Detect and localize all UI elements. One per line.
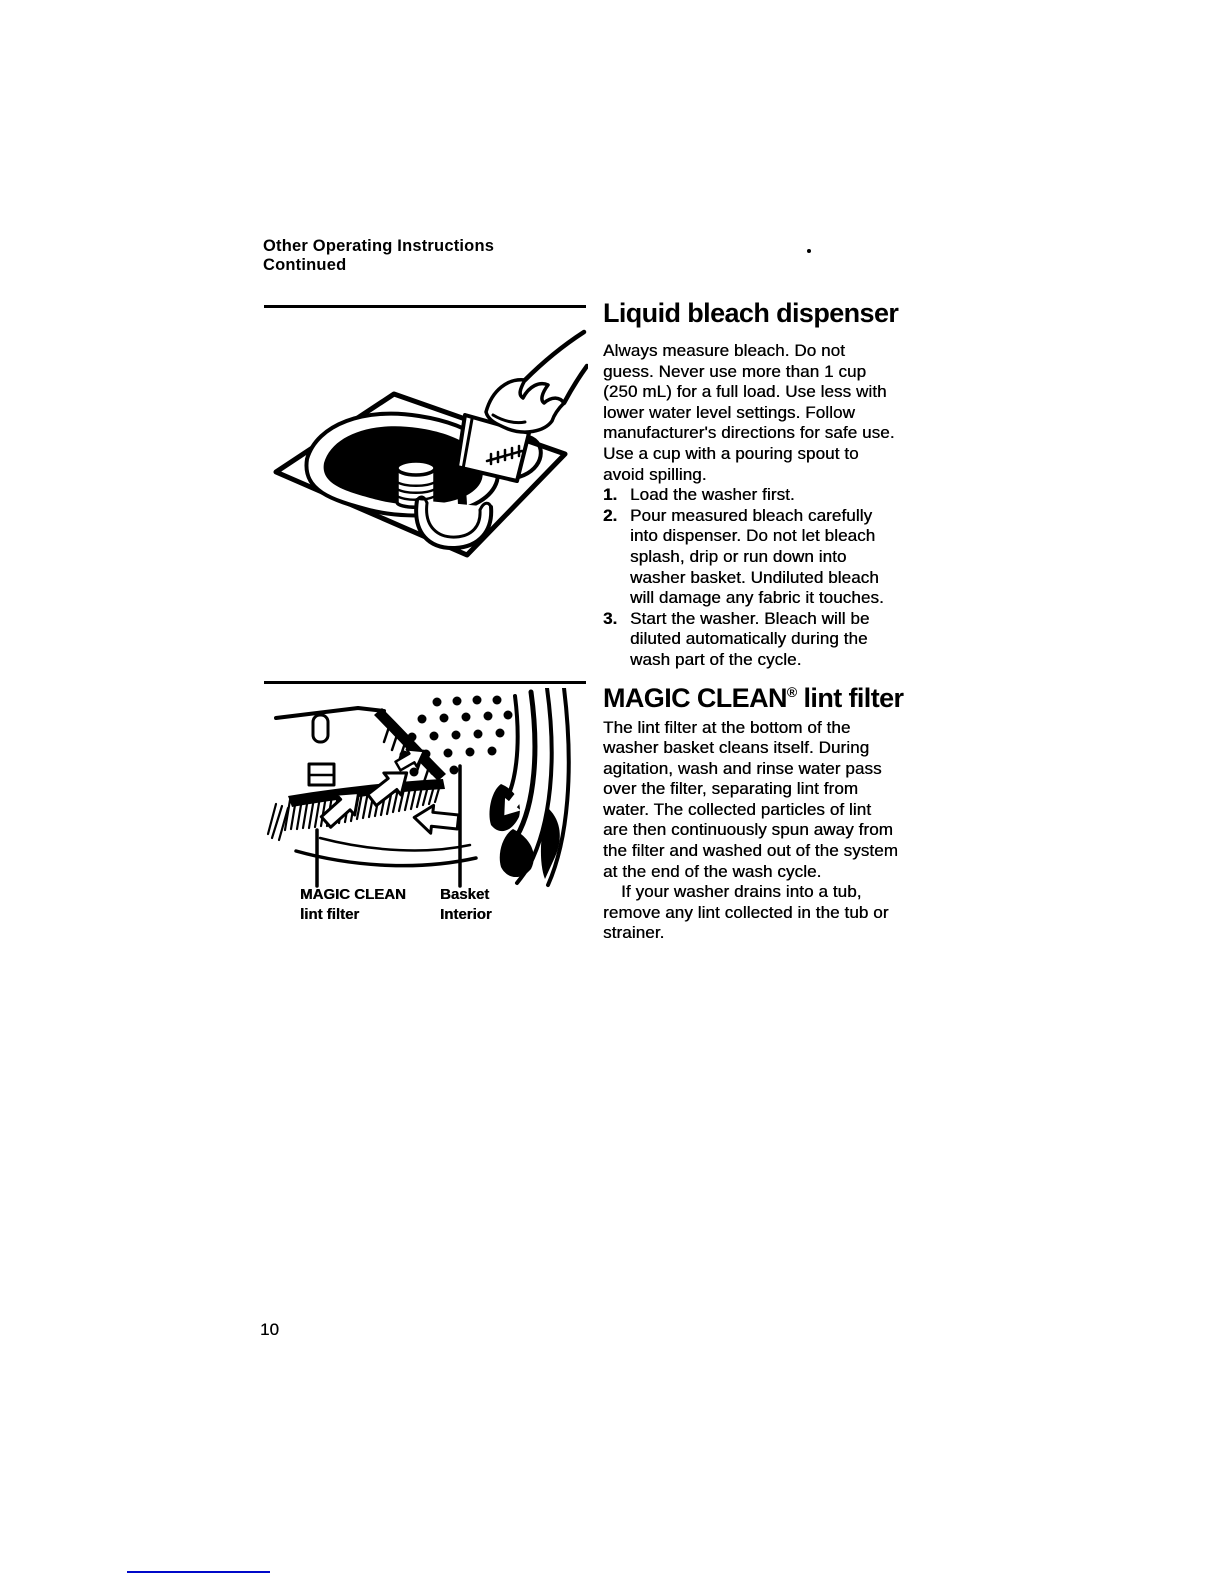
text-line: agitation, wash and rinse water pass [603, 758, 882, 778]
text-line: wash part of the cycle. [630, 649, 802, 669]
header-line-2: Continued [263, 256, 347, 274]
numbered-step [603, 485, 921, 506]
step-text [630, 485, 795, 506]
text-line: over the filter, separating lint from [603, 779, 859, 799]
filter-bristles-left [268, 804, 288, 840]
step-text [630, 506, 884, 609]
flow-arrow-return [413, 803, 460, 835]
text-line: Start the washer. Bleach will be [630, 608, 870, 628]
bleach-pouring-figure [266, 320, 588, 584]
step-number: 2. [603, 505, 618, 525]
section-divider-rule [264, 305, 586, 308]
text-line: diluted automatically during the [630, 629, 868, 649]
label-line: lint filter [300, 905, 360, 923]
section-title-lint-filter [603, 678, 921, 712]
header-line-1: Other Operating Instructions [263, 237, 495, 255]
text-line: strainer. [603, 923, 665, 943]
figure-label-lint-filter [300, 885, 406, 924]
text-line: The lint filter at the bottom of the [603, 717, 851, 737]
title-rest: lint filter [796, 682, 904, 713]
step-number: 3. [603, 608, 618, 628]
arm-line-lower [564, 366, 587, 403]
bleach-intro-paragraph [603, 341, 921, 485]
text-line: Always measure bleach. Do not [603, 341, 845, 360]
hand [486, 380, 564, 432]
text-column [603, 299, 921, 944]
section-divider-rule [264, 681, 586, 684]
step-number: 1. [603, 485, 618, 505]
text-line: will damage any fabric it touches. [630, 588, 884, 608]
text-line: washer basket. Undiluted bleach [630, 567, 879, 587]
lint-filter-paragraph-1 [603, 718, 921, 883]
text-line: are then continuously spun away from [603, 820, 893, 840]
agitator-cap-top [397, 461, 435, 475]
ledge [276, 708, 384, 718]
step-text [630, 609, 869, 671]
registered-mark: ® [786, 683, 797, 700]
figure-label-basket-interior [440, 885, 492, 924]
text-line: (250 mL) for a full load. Use less with [603, 382, 887, 402]
text-line: at the end of the wash cycle. [603, 861, 822, 881]
text-line: manufacturer's directions for safe use. [603, 423, 895, 443]
page-number: 10 [260, 1320, 279, 1339]
text-line: If your washer drains into a tub, [621, 882, 862, 902]
label-line: MAGIC CLEAN [300, 886, 406, 903]
text-line: avoid spilling. [603, 464, 707, 484]
text-line: washer basket cleans itself. During [603, 738, 870, 758]
text-line: lower water level settings. Follow [603, 402, 855, 422]
basket-bottom-curve [296, 851, 476, 866]
text-line: Pour measured bleach carefully [630, 505, 873, 525]
lint-filter-figure [262, 688, 588, 888]
label-line: Basket [440, 886, 490, 903]
text-line: splash, drip or run down into [630, 546, 847, 566]
brand-name: MAGIC CLEAN [603, 682, 787, 713]
lint-filter-paragraph-2 [603, 882, 921, 944]
text-line: Load the washer first. [630, 485, 795, 505]
arm-line-upper [525, 332, 584, 380]
hanging-tab [313, 715, 328, 742]
text-line: into dispenser. Do not let bleach [630, 526, 876, 546]
text-line: water. The collected particles of lint [603, 799, 872, 819]
text-line: Use a cup with a pouring spout to [603, 443, 859, 463]
text-line: the filter and washed out of the system [603, 841, 898, 861]
scan-artifact-dot [807, 249, 811, 253]
section-title-bleach: Liquid bleach dispenser [603, 298, 899, 328]
text-line: remove any lint collected in the tub or [603, 902, 889, 922]
numbered-step [603, 506, 921, 609]
basket-bottom-curve-2 [320, 838, 470, 850]
shadow-blotch [500, 829, 534, 877]
text-line: guess. Never use more than 1 cup [603, 361, 867, 381]
scan-artifact-blue-line [127, 1571, 270, 1573]
numbered-step [603, 609, 921, 671]
running-header [263, 237, 494, 275]
label-line: Interior [440, 905, 492, 923]
